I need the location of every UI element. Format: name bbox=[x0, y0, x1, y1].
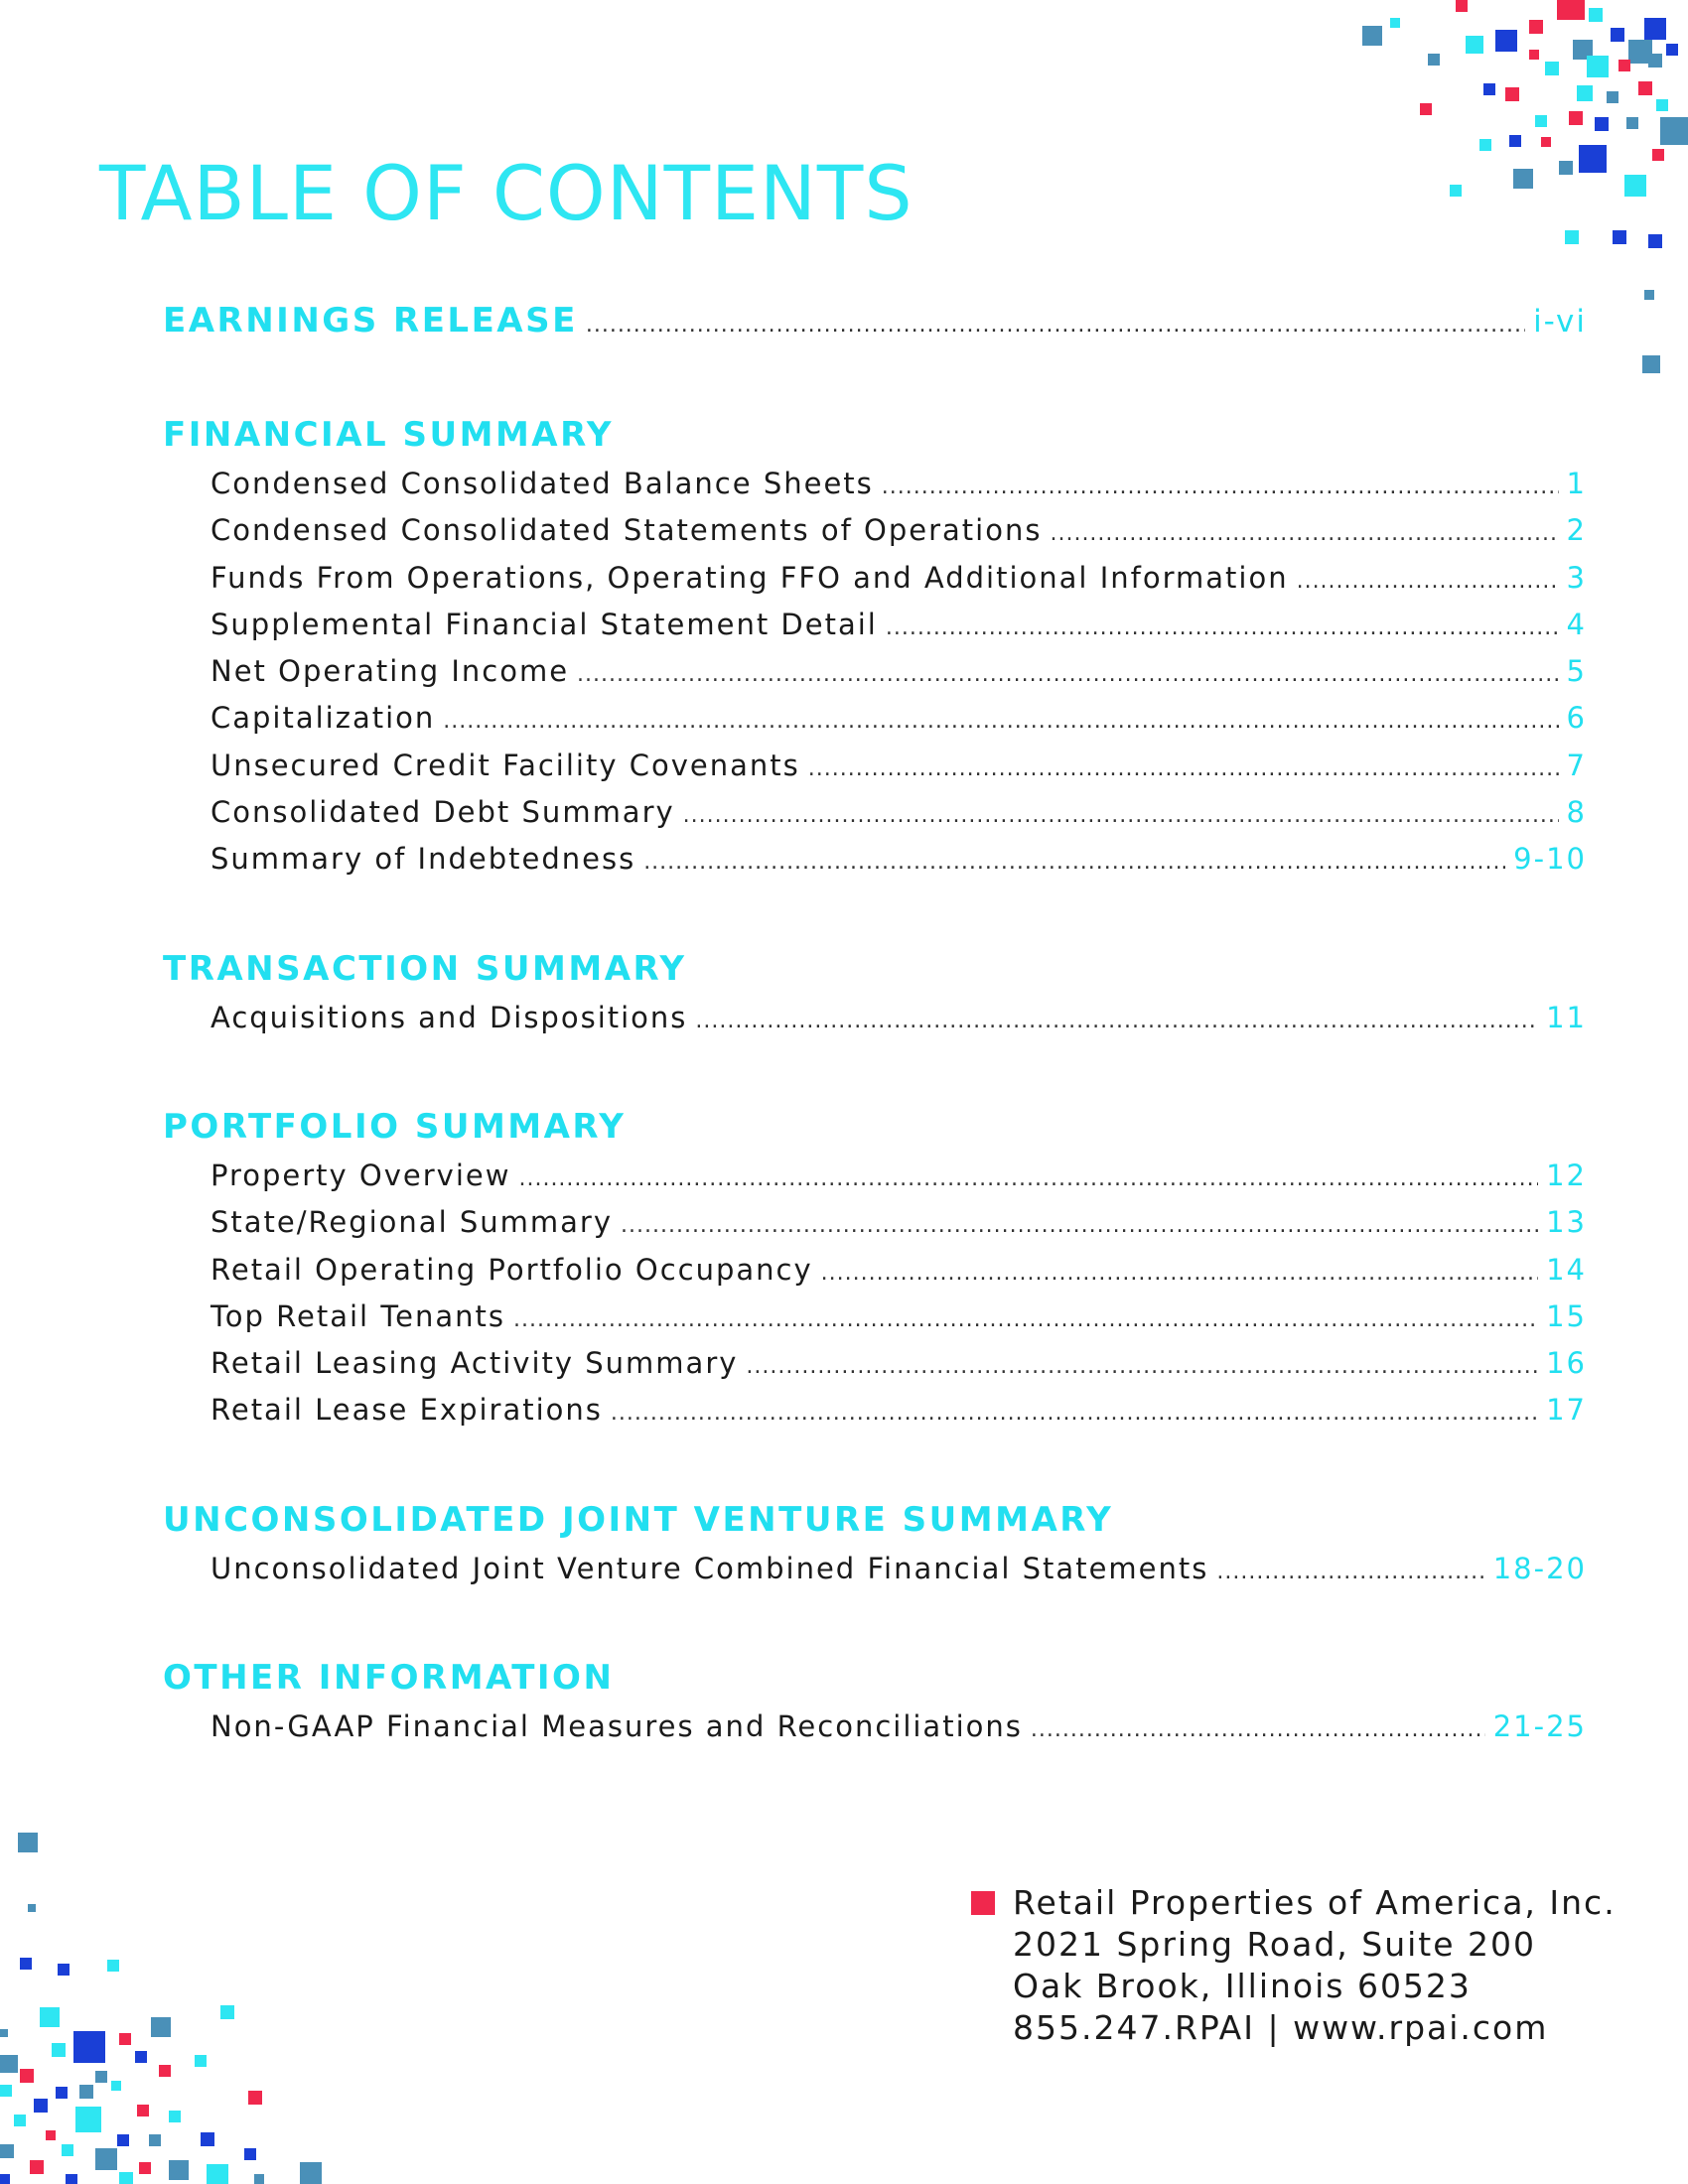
page-ref: i-vi bbox=[1533, 304, 1587, 340]
page-ref: 14 bbox=[1546, 1252, 1587, 1287]
dot-leader bbox=[1216, 1549, 1484, 1595]
entry-label: Funds From Operations, Operating FFO and Additional Information bbox=[211, 560, 1289, 595]
toc-list bbox=[163, 294, 1587, 1810]
page-ref: 3 bbox=[1566, 560, 1587, 595]
dot-leader bbox=[886, 605, 1559, 651]
toc-entry[interactable] bbox=[211, 789, 1587, 836]
dot-leader bbox=[1031, 1706, 1485, 1753]
page-ref: 11 bbox=[1546, 1000, 1587, 1034]
toc-entry[interactable] bbox=[211, 1294, 1587, 1340]
dot-leader bbox=[746, 1343, 1538, 1390]
entry-label: Consolidated Debt Summary bbox=[211, 795, 675, 830]
toc-heading-row[interactable] bbox=[163, 294, 1587, 349]
page-ref: 13 bbox=[1546, 1205, 1587, 1240]
toc-entry[interactable] bbox=[211, 461, 1587, 507]
dot-leader bbox=[621, 1202, 1538, 1249]
toc-entry[interactable] bbox=[211, 602, 1587, 648]
section-heading: PORTFOLIO SUMMARY bbox=[163, 1106, 627, 1147]
toc-entry[interactable] bbox=[211, 836, 1587, 883]
dot-leader bbox=[821, 1250, 1538, 1297]
dot-leader bbox=[1297, 558, 1559, 605]
page-ref: 21-25 bbox=[1492, 1709, 1587, 1744]
dot-leader bbox=[882, 464, 1559, 510]
toc-entry[interactable] bbox=[211, 995, 1587, 1041]
toc-section-transaction bbox=[163, 943, 1587, 1041]
toc-section-financial bbox=[163, 409, 1587, 884]
toc-section-other bbox=[163, 1652, 1587, 1750]
page-ref: 2 bbox=[1566, 513, 1587, 548]
dot-leader bbox=[586, 298, 1525, 353]
entry-label: Property Overview bbox=[211, 1158, 511, 1192]
city-address: Oak Brook, Illinois 60523 bbox=[1013, 1967, 1472, 2005]
entry-label: Condensed Consolidated Statements of Operations bbox=[211, 513, 1043, 548]
entry-label: Top Retail Tenants bbox=[211, 1298, 505, 1333]
street-address: 2021 Spring Road, Suite 200 bbox=[1013, 1925, 1536, 1964]
dot-leader bbox=[513, 1297, 1538, 1343]
entry-label: Retail Operating Portfolio Occupancy bbox=[211, 1252, 813, 1287]
dot-leader bbox=[518, 1156, 1538, 1202]
dot-leader bbox=[695, 998, 1538, 1044]
entry-label: Unsecured Credit Facility Covenants bbox=[211, 748, 800, 782]
toc-entry[interactable] bbox=[211, 1199, 1587, 1246]
section-heading: UNCONSOLIDATED JOINT VENTURE SUMMARY bbox=[163, 1499, 1114, 1540]
dot-leader bbox=[611, 1390, 1538, 1436]
dot-leader bbox=[577, 651, 1559, 698]
page-ref: 1 bbox=[1566, 467, 1587, 500]
page-ref: 18-20 bbox=[1492, 1551, 1587, 1585]
toc-section-earnings bbox=[163, 294, 1587, 349]
toc-entry[interactable] bbox=[211, 743, 1587, 789]
section-heading: EARNINGS RELEASE bbox=[163, 301, 578, 341]
entry-label: Capitalization bbox=[211, 701, 436, 736]
entry-label: Retail Leasing Activity Summary bbox=[211, 1346, 739, 1381]
entry-label: Net Operating Income bbox=[211, 654, 570, 689]
dot-leader bbox=[643, 839, 1505, 886]
entry-label: Summary of Indebtedness bbox=[211, 842, 636, 877]
page-ref: 6 bbox=[1566, 701, 1587, 736]
entry-label: Non-GAAP Financial Measures and Reconciliations bbox=[211, 1709, 1023, 1744]
page-ref: 4 bbox=[1566, 607, 1587, 641]
entry-label: State/Regional Summary bbox=[211, 1205, 613, 1240]
page-title: TABLE OF CONTENTS bbox=[99, 149, 914, 237]
toc-entry[interactable] bbox=[211, 1247, 1587, 1294]
page-ref: 17 bbox=[1546, 1393, 1587, 1428]
section-heading: TRANSACTION SUMMARY bbox=[163, 948, 687, 989]
toc-entry[interactable] bbox=[211, 507, 1587, 554]
page-ref: 7 bbox=[1566, 748, 1587, 782]
page-ref: 12 bbox=[1546, 1158, 1587, 1192]
entry-label: Retail Lease Expirations bbox=[211, 1393, 603, 1428]
company-address bbox=[969, 1882, 1617, 2049]
toc-entry[interactable] bbox=[211, 1340, 1587, 1387]
toc-entry[interactable] bbox=[211, 648, 1587, 695]
company-name: Retail Properties of America, Inc. bbox=[1013, 1883, 1617, 1922]
entry-label: Condensed Consolidated Balance Sheets bbox=[211, 467, 874, 500]
dot-leader bbox=[683, 792, 1559, 839]
dot-leader bbox=[443, 698, 1558, 745]
entry-label: Unconsolidated Joint Venture Combined Financial Statements bbox=[211, 1551, 1209, 1585]
section-heading: FINANCIAL SUMMARY bbox=[163, 415, 615, 455]
page-ref: 9-10 bbox=[1513, 842, 1587, 877]
entry-label: Supplemental Financial Statement Detail bbox=[211, 607, 878, 641]
toc-entry[interactable] bbox=[211, 1387, 1587, 1433]
toc-entry[interactable] bbox=[211, 555, 1587, 602]
toc-entry[interactable] bbox=[211, 1704, 1587, 1750]
toc-section-joint-venture bbox=[163, 1494, 1587, 1592]
contact-info: 855.247.RPAI | www.rpai.com bbox=[1013, 2008, 1549, 2047]
page-ref: 15 bbox=[1546, 1298, 1587, 1333]
toc-entry[interactable] bbox=[211, 1546, 1587, 1592]
page-ref: 8 bbox=[1566, 795, 1587, 830]
toc-section-portfolio bbox=[163, 1101, 1587, 1434]
page-ref: 16 bbox=[1546, 1346, 1587, 1381]
page-ref: 5 bbox=[1566, 654, 1587, 689]
dot-leader bbox=[1050, 510, 1558, 557]
section-heading: OTHER INFORMATION bbox=[163, 1658, 615, 1699]
toc-entry[interactable] bbox=[211, 1153, 1587, 1199]
toc-entry[interactable] bbox=[211, 695, 1587, 742]
dot-leader bbox=[808, 746, 1559, 792]
entry-label: Acquisitions and Dispositions bbox=[211, 1000, 688, 1034]
